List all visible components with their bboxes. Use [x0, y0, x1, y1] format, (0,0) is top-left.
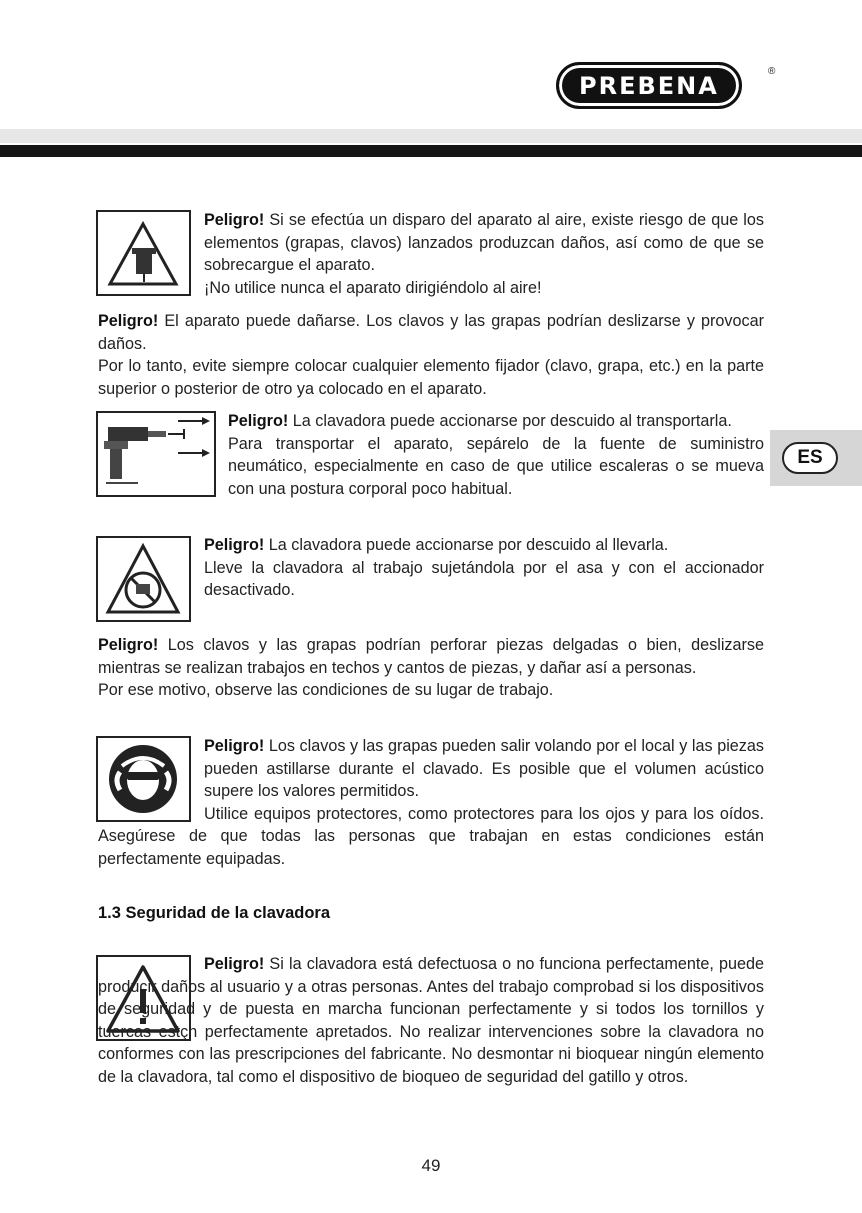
section-heading: 1.3 Seguridad de la clavadora — [98, 904, 331, 922]
block-6-paragraph — [98, 735, 764, 870]
language-badge: ES — [782, 442, 838, 474]
registered-mark: ® — [768, 66, 776, 77]
block-4-lead: Peligro! — [204, 536, 265, 554]
block-3-text: La clavadora puede accionarse por descuido al transportarla. — [288, 412, 732, 430]
section-block-text: Si la clavadora está defectuosa o no funciona perfectamente, puede producir daños al usuario y a otras personas. Antes del trabajo comprobad si los dispositivos de seguridad y de puesta en marcha funcionan perfectamente y si todos los tornillos y tuercas estçn perfectamente apretados. No realizar intervenciones sobre la clavadora no conformes con las prescripciones del fabricante. No desmontar ni bioquear ningún elemento de la clavadora, tal como el dispositivo de bioqueo de seguridad del gatillo y otros. — [98, 955, 764, 1086]
block-6-first — [98, 735, 764, 803]
block-2-text2: Por lo tanto, evite siempre colocar cualquier elemento fijador (clavo, grapa, etc.) en la parte superior o posterior de otro ya colocado en el aparato. — [98, 357, 764, 398]
block-6-text: Los clavos y las grapas pueden salir volando por el local y las piezas pueden astillarse durante el clavado. Es posible que el volumen acústico supere los valores permitidos. — [204, 737, 764, 800]
block-6-text2: Utilice equipos protectores, como protectores para los ojos y para los oídos. Asegúrese de que todas las personas que trabajan en estas condiciones están perfectamente equipadas. — [98, 804, 764, 868]
block-4-paragraph — [204, 534, 764, 602]
block-1-lead: Peligro! — [204, 211, 265, 229]
language-tab — [770, 430, 862, 486]
block-2-lead: Peligro! — [98, 312, 159, 330]
block-5-text2: Por ese motivo, observe las condiciones de su lugar de trabajo. — [98, 681, 554, 699]
block-2-paragraph — [98, 310, 764, 400]
page-number: 49 — [421, 1156, 441, 1175]
block-3-text2: Para transportar el aparato, sepárelo de la fuente de suministro neumático, especialmente en caso de que utilice escaleras o se mueva con una postura corporal poco habitual. — [228, 434, 764, 498]
header-band-light — [0, 129, 862, 143]
block-1-text2: ¡No utilice nunca el aparato dirigiéndolo al aire! — [204, 278, 542, 297]
no-carry-trigger-icon — [96, 536, 191, 622]
block-3-paragraph — [228, 410, 764, 500]
block-4-text2: Lleve la clavadora al trabajo sujetándola por el asa y con el accionador desactivado. — [204, 558, 764, 599]
block-1-text: Si se efectúa un disparo del aparato al aire, existe riesgo de que los elementos (grapas, clavos) lanzados produzcan daños, así como de que se sobrecargue el aparato. — [204, 211, 764, 274]
block-6-lead: Peligro! — [204, 737, 265, 755]
block-2-text: El aparato puede dañarse. Los clavos y las grapas podrían deslizarse y provocar daños. — [98, 312, 764, 353]
header-band-dark — [0, 145, 862, 157]
section-block-paragraph — [98, 953, 764, 1088]
block-5-lead: Peligro! — [98, 636, 159, 654]
block-5-paragraph — [98, 634, 764, 702]
block-4-text: La clavadora puede accionarse por descuido al llevarla. — [264, 536, 669, 554]
block-5-text: Los clavos y las grapas podrían perforar piezas delgadas o bien, deslizarse mientras se realizan trabajos en techos y cantos de piezas, y dañar así a personas. — [98, 636, 764, 677]
transport-airline-icon — [96, 411, 216, 497]
block-1-paragraph — [204, 209, 764, 299]
brand-logo — [556, 62, 776, 109]
warning-nailer-icon — [96, 210, 191, 296]
block-3-lead: Peligro! — [228, 412, 289, 430]
brand-logo-text: PREBENA — [556, 62, 742, 109]
section-block-lead: Peligro! — [204, 955, 265, 973]
